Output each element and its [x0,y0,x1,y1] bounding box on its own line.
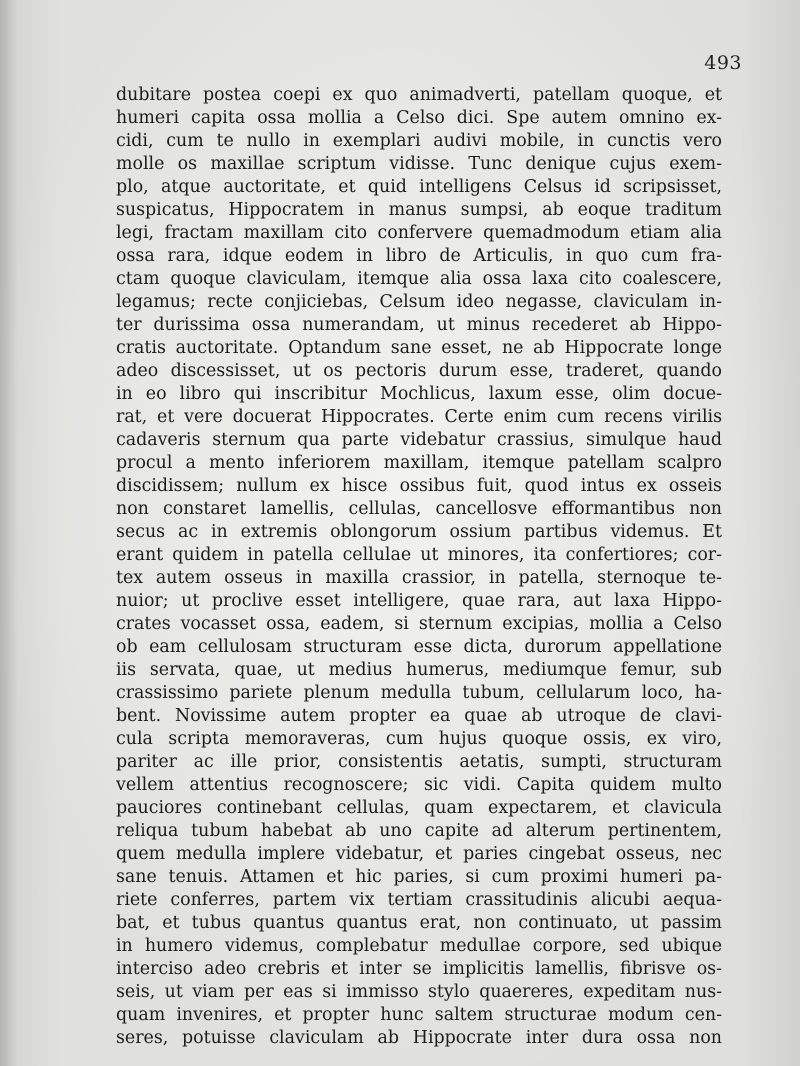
text-line: adeo discessisset, ut os pectoris durum esse, traderet, quando [116,361,722,381]
text-line: legi, fractam maxillam cito confervere quemadmodum etiam alia [116,223,722,243]
text-line: erant quidem in patella cellulae ut minores, ita confertiores; cor- [116,545,722,565]
text-line: plo, atque auctoritate, et quid intelligens Celsus id scripsisset, [116,177,722,197]
text-line: iis servata, quae, ut medius humerus, mediumque femur, sub [116,660,722,680]
text-line: humeri capita ossa mollia a Celso dici. Spe autem omnino ex- [116,108,722,128]
text-line: interciso adeo crebris et inter se implicitis lamellis, fibrisve os- [116,959,722,979]
text-line: crates vocasset ossa, eadem, si sternum excipias, mollia a Celso [116,614,722,634]
text-line: molle os maxillae scriptum vidisse. Tunc denique cujus exem- [116,154,722,174]
text-line: crassissimo pariete plenum medulla tubum, cellularum loco, ha- [116,683,722,703]
text-line: non constaret lamellis, cellulas, cancellosve efformantibus non [116,499,722,519]
text-line: ctam quoque claviculam, itemque alia ossa laxa cito coalescere, [116,269,722,289]
text-line: quam invenires, et propter hunc saltem structurae modum cen- [116,1005,722,1025]
body-text [116,84,722,1050]
text-line: sane tenuis. Attamen et hic paries, si cum proximi humeri pa- [116,867,722,887]
text-line: ter durissima ossa numerandam, ut minus recederet ab Hippo- [116,315,722,335]
text-line: ob eam cellulosam structuram esse dicta, durorum appellatione [116,637,722,657]
text-line: rat, et vere docuerat Hippocrates. Certe enim cum recens virilis [116,407,722,427]
text-line: vellem attentius recognoscere; sic vidi. Capita quidem multo [116,775,722,795]
text-line: riete conferres, partem vix tertiam crassitudinis alicubi aequa- [116,890,722,910]
text-line: quem medulla implere videbatur, et paries cingebat osseus, nec [116,844,722,864]
text-line: in humero videmus, complebatur medullae corpore, sed ubique [116,936,722,956]
text-line: tex autem osseus in maxilla crassior, in patella, sternoque te- [116,568,722,588]
text-line: dubitare postea coepi ex quo animadverti, patellam quoque, et [116,85,722,105]
text-line: in eo libro qui inscribitur Mochlicus, laxum esse, olim docue- [116,384,722,404]
text-line: reliqua tubum habebat ab uno capite ad alterum pertinentem, [116,821,722,841]
text-line: cratis auctoritate. Optandum sane esset, ne ab Hippocrate longe [116,338,722,358]
text-line: secus ac in extremis oblongorum ossium partibus videmus. Et [116,522,722,542]
text-line: legamus; recte conjiciebas, Celsum ideo negasse, claviculam in- [116,292,722,312]
text-line: bent. Novissime autem propter ea quae ab utroque de clavi- [116,706,722,726]
text-line: discidissem; nullum ex hisce ossibus fuit, quod intus ex osseis [116,476,722,496]
page-number: 493 [704,52,742,74]
text-line: cidi, cum te nullo in exemplari audivi mobile, in cunctis vero [116,131,722,151]
text-line: procul a mento inferiorem maxillam, itemque patellam scalpro [116,453,722,473]
text-line: suspicatus, Hippocratem in manus sumpsi, ab eoque traditum [116,200,722,220]
text-line: cadaveris sternum qua parte videbatur crassius, simulque haud [116,430,722,450]
text-line: cula scripta memoraveras, cum hujus quoque ossis, ex viro, [116,729,722,749]
text-line: pauciores continebant cellulas, quam expectarem, et clavicula [116,798,722,818]
text-line: seis, ut viam per eas si immisso stylo quaereres, expeditam nus- [116,982,722,1002]
text-line: bat, et tubus quantus quantus erat, non continuato, ut passim [116,913,722,933]
text-line: ossa rara, idque eodem in libro de Articulis, in quo cum fra- [116,246,722,266]
text-line: pariter ac ille prior, consistentis aetatis, sumpti, structuram [116,752,722,772]
text-line: seres, potuisse claviculam ab Hippocrate inter dura ossa non [116,1028,722,1048]
text-line: nuior; ut proclive esset intelligere, quae rara, aut laxa Hippo- [116,591,722,611]
